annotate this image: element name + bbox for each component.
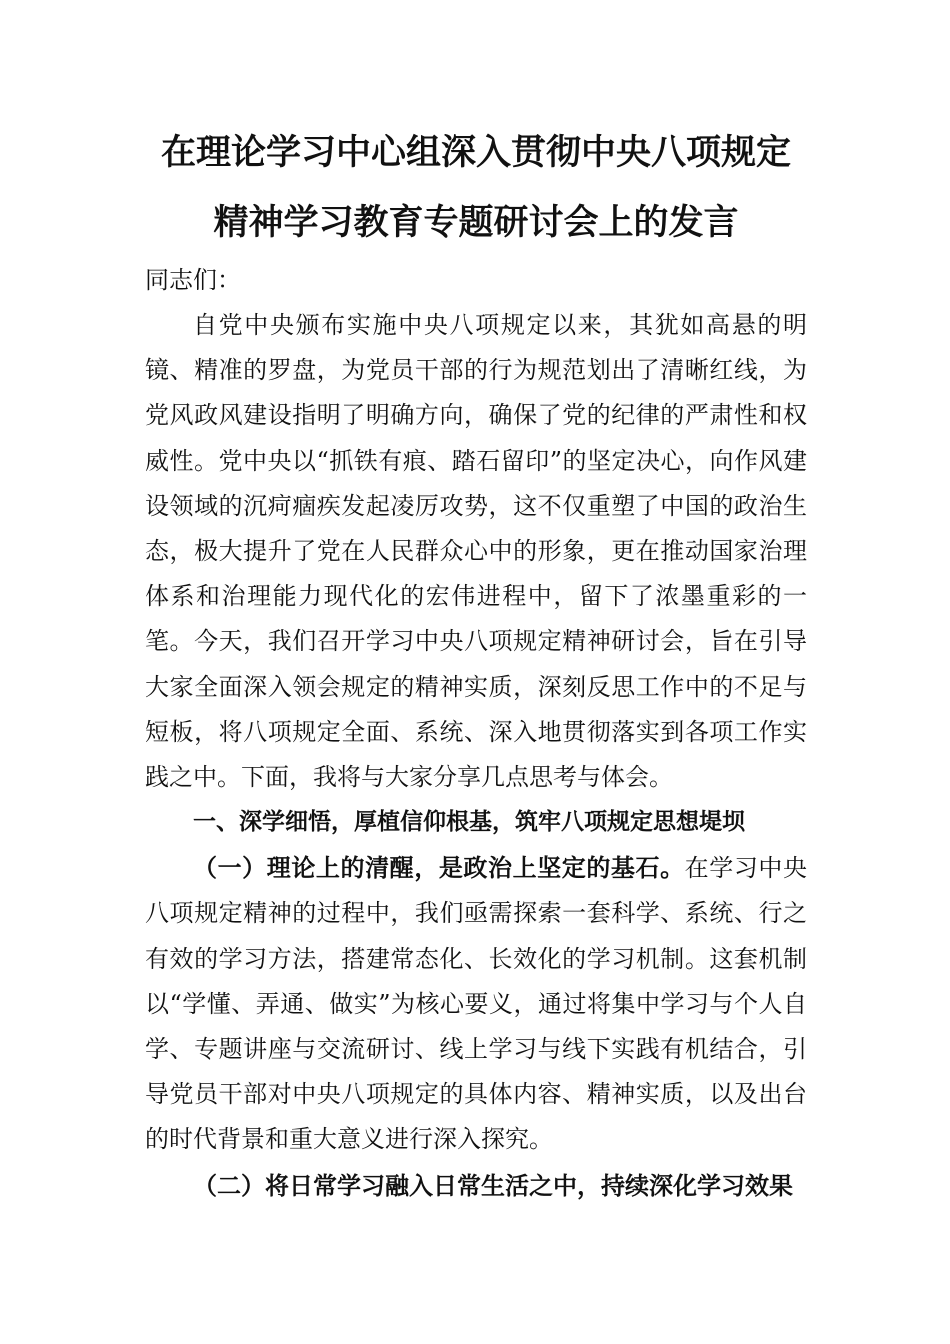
subsection-1-paragraph <box>145 845 807 1162</box>
salutation: 同志们： <box>145 266 241 294</box>
document-page <box>145 118 807 1209</box>
document-title-line-1: 在理论学习中心组深入贯彻中央八项规定 <box>160 132 791 173</box>
document-title-line-2: 精神学习教育专题研讨会上的发言 <box>213 202 739 243</box>
intro-paragraph: 自党中央颁布实施中央八项规定以来，其犹如高悬的明镜、精准的罗盘，为党员干部的行为规范划出了清晰红线，为党风政风建设指明了明确方向，确保了党的纪律的严肃性和权威性。党中央以“抓铁有痕、踏石留印”的坚定决心，向作风建设领域的沉疴痼疾发起凌厉攻势，这不仅重塑了中国的政治生态，极大提升了党在人民群众心中的形象，更在推动国家治理体系和治理能力现代化的宏伟进程中，留下了浓墨重彩的一笔。今天，我们召开学习中央八项规定精神研讨会，旨在引导大家全面深入领会规定的精神实质，深刻反思工作中的不足与短板，将八项规定全面、系统、深入地贯彻落实到各项工作实践之中。下面，我将与大家分享几点思考与体会。 <box>145 311 807 792</box>
subsection-2-heading: （二）将日常学习融入日常生活之中，持续深化学习效果 <box>193 1170 793 1200</box>
section-heading-1: 一、深学细悟，厚植信仰根基，筑牢八项规定思想堤坝 <box>193 809 745 836</box>
subsection-2-paragraph <box>145 1163 807 1209</box>
subsection-1-heading: （一）理论上的清醒，是政治上坚定的基石。 <box>193 853 685 883</box>
subsection-1-body: 在学习中央八项规定精神的过程中，我们亟需探索一套科学、系统、行之有效的学习方法，搭建常态化、长效化的学习机制。这套机制以“学懂、弄通、做实”为核心要义，通过将集中学习与个人自学、专题讲座与交流研讨、线上学习与线下实践有机结合，引导党员干部对中央八项规定的具体内容、精神实质，以及出台的时代背景和重大意义进行深入探究。 <box>145 854 808 1154</box>
